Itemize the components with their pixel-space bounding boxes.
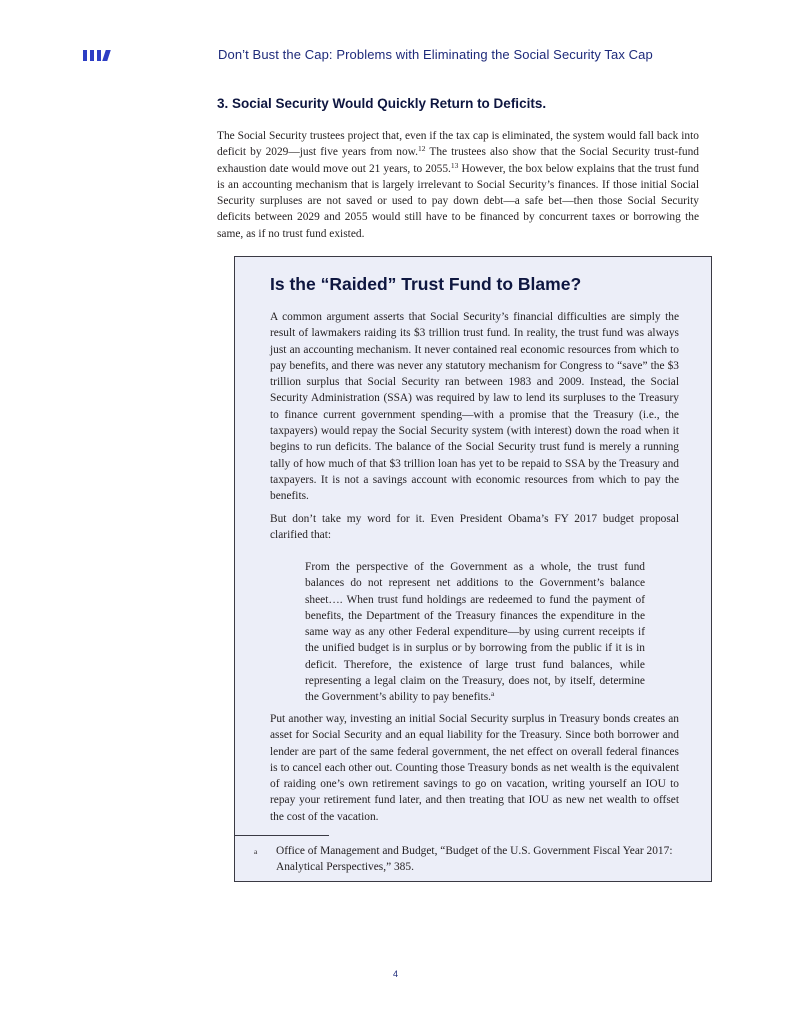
body-paragraph	[217, 128, 699, 242]
logo-bar	[90, 50, 94, 61]
block-quote	[305, 559, 645, 706]
footnote-ref[interactable]: 13	[450, 160, 459, 170]
body-text-part: The trustees also show that the Social Security trust-fund exhaustion date would move out 21 years, to 2055.	[217, 146, 699, 175]
page-number: 4	[392, 969, 398, 979]
footnote-divider	[235, 835, 329, 836]
footnote-text: Office of Management and Budget, “Budget of the U.S. Government Fiscal Year 2017: Analytical Perspectives,” 385.	[276, 845, 673, 874]
box-paragraph: Put another way, investing an initial Social Security surplus in Treasury bonds creates an asset for Social Security and an equal liability for the Treasury. Since both borrower and lender are part of the same federal government, the net effect on overall federal finances is to cancel each other out. Counting those Treasury bonds as net wealth is the equivalent of raiding one’s own retirement savings to go on vacation, writing yourself an IOU to repay your retirement fund later, and then treating that IOU as new net wealth to offset the cost of the vacation.	[270, 713, 679, 823]
logo-bar	[97, 50, 101, 61]
footnote-ref[interactable]: a	[491, 689, 495, 699]
body-text-part: However, the box below explains that the trust fund is an accounting mechanism that is largely irrelevant to Social Security’s finances. If those initial Social Security surpluses are not saved or used to pay down debt—a safe bet—then those Social Security deficits between 2029 and 2055 would still have to be financed by concurrent taxes or borrowing the same, as if no trust fund existed.	[217, 162, 700, 240]
box-title: Is the “Raided” Trust Fund to Blame?	[270, 274, 582, 294]
logo-bar	[83, 50, 87, 61]
running-header: Don’t Bust the Cap: Problems with Eliminating the Social Security Tax Cap	[218, 47, 653, 62]
sidebar-box	[234, 256, 712, 882]
box-paragraph: But don’t take my word for it. Even President Obama’s FY 2017 budget proposal clarified that:	[270, 513, 679, 542]
footnote-mark: a	[254, 847, 258, 856]
logo-icon	[83, 50, 109, 61]
footnote-ref[interactable]: 12	[418, 144, 426, 154]
body-text-part: The Social Security trustees project that, even if the tax cap is eliminated, the system would fall back into deficit by 2029—just five years from now.	[217, 130, 699, 159]
logo-bar	[102, 50, 111, 61]
section-heading: 3. Social Security Would Quickly Return to Deficits.	[217, 96, 547, 111]
box-paragraph: A common argument asserts that Social Security’s financial difficulties are simply the result of lawmakers raiding its $3 trillion trust fund. In reality, the trust fund was always just an accounting mechanism. It never contained real economic resources from which to pay benefits, and there was never any statutory mechanism for Congress to “save” the $3 trillion surplus that Social Security ran between 1983 and 2009. Instead, the Social Security Administration (SSA) was required by law to lend its surpluses to the Treasury to finance current government spending—with a promise that the Treasury (i.e., the taxpayers) would repay the Social Security system (with interest) down the road when it begins to run deficits. The balance of the Social Security trust fund is merely a running tally of how much of that $3 trillion loan has yet to be repaid to SSA by the Treasury and taxpayers. It is not a savings account with economic resources from which to pay the benefits.	[270, 311, 679, 503]
quote-text: From the perspective of the Government as a whole, the trust fund balances do not represent net additions to the Government’s balance sheet…. When trust fund holdings are redeemed to fund the payment of benefits, the Department of the Treasury finances the expenditure in the same way as any other Federal expenditure—by using current receipts if the unified budget is in surplus or by borrowing from the public if it is in deficit. Therefore, the existence of large trust fund balances, while representing a legal claim on the Treasury, does not, by itself, determine the Government’s ability to pay benefits.	[305, 561, 645, 704]
